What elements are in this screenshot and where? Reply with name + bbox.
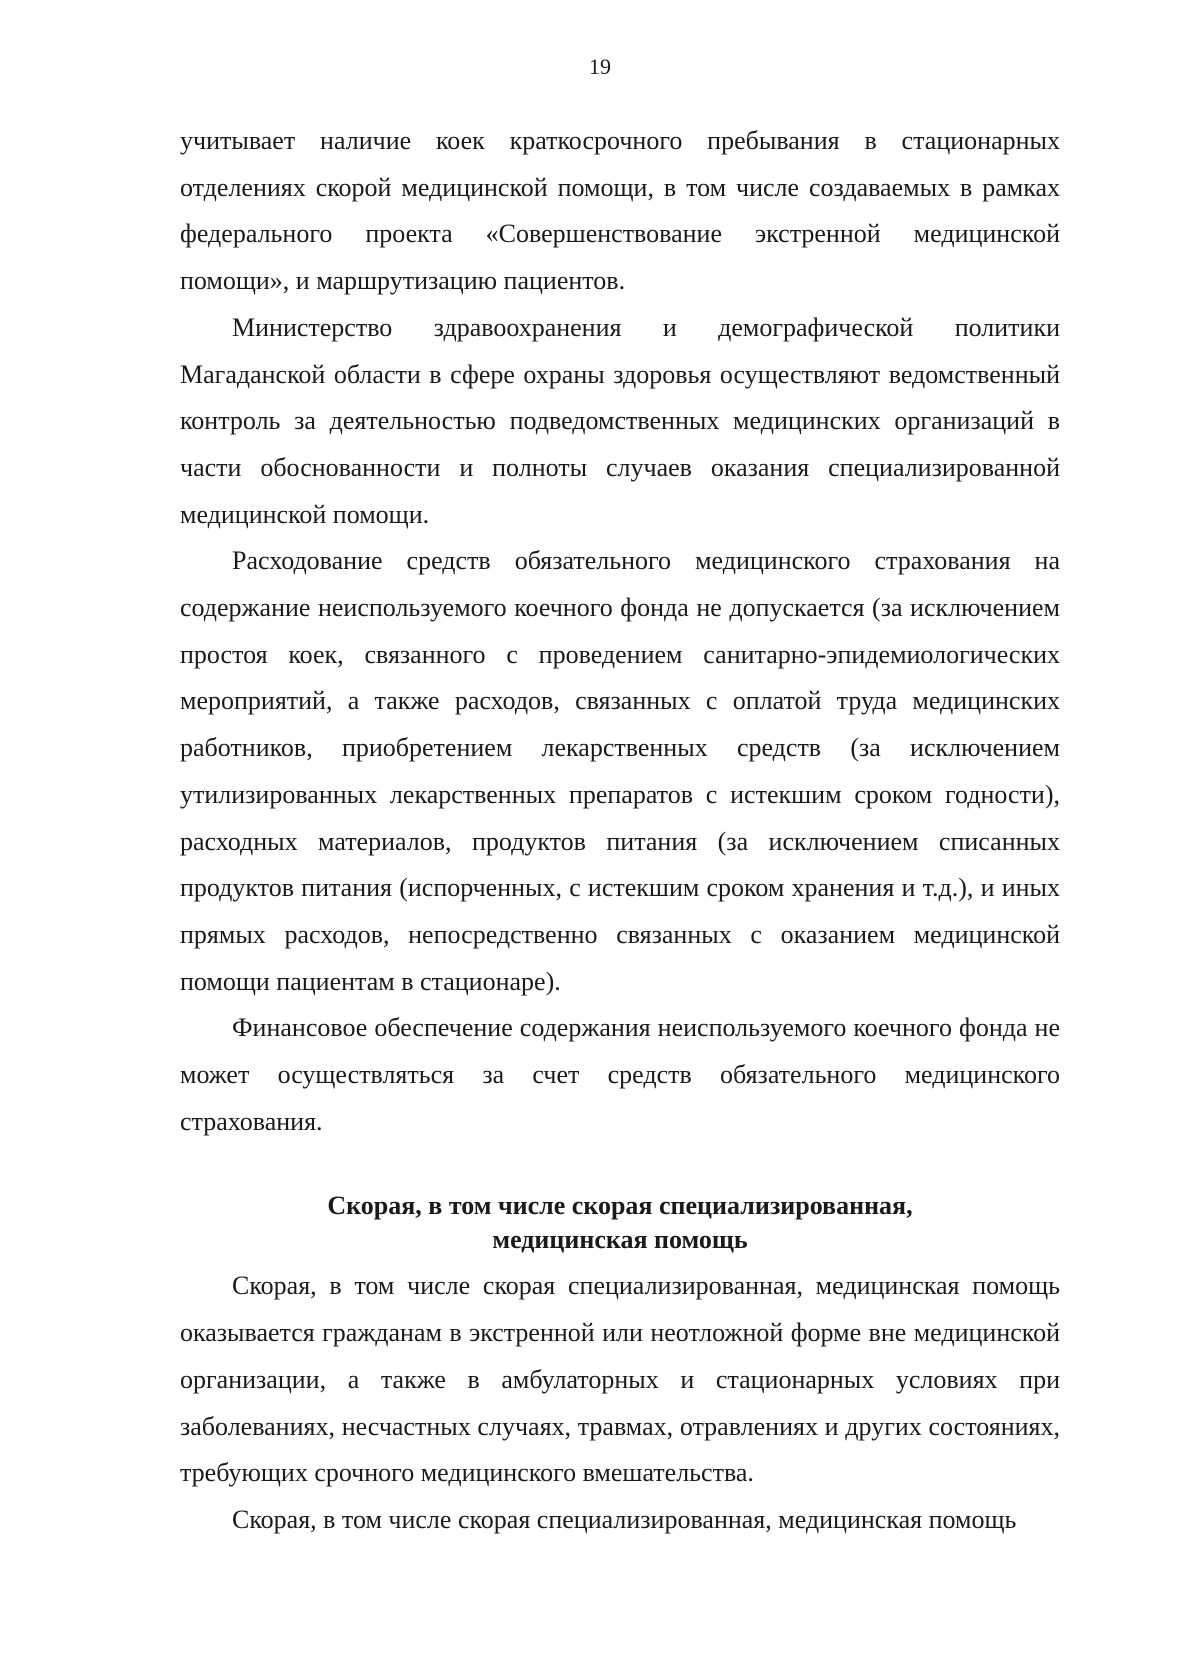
paragraph-continuation: учитывает наличие коек краткосрочного пребывания в стационарных отделениях скорой медицинской помощи, в том числе создаваемых в рамках федерального проекта «Совершенствование экстренной медицинской помощи», и маршрутизацию пациентов. (180, 126, 1060, 296)
paragraph-emergency-care-continued: Скорая, в том числе скорая специализированная, медицинская помощь (232, 1504, 1017, 1534)
section-heading-line-2: медицинская помощь (492, 1225, 748, 1255)
paragraph-ministry-control: Министерство здравоохранения и демографической политики Магаданской области в сфере охраны здоровья осуществляют ведомственный контроль за деятельностью подведомственных медицинских организаций в части обоснованности и полноты случаев оказания специализированной медицинской помощи. (180, 312, 1060, 529)
document-body (180, 118, 1060, 1544)
paragraph-financial-support: Финансовое обеспечение содержания неиспользуемого коечного фонда не может осуществляться за счет средств обязательного медицинского страхования. (180, 1013, 1060, 1136)
page-number: 19 (589, 54, 611, 79)
section-heading-line-1: Скорая, в том числе скорая специализированная, (327, 1191, 913, 1221)
section-heading (180, 1189, 1060, 1257)
paragraph-insurance-expenses: Расходование средств обязательного медицинского страхования на содержание неиспользуемого коечного фонда не допускается (за исключением простоя коек, связанного с проведением санитарно-эпидемиологических мероприятий, а также расходов, связанных с оплатой труда медицинских работников, приобретением лекарственных средств (за исключением утилизированных лекарственных препаратов с истекшим сроком годности), расходных материалов, продуктов питания (за исключением списанных продуктов питания (испорченных, с истекшим сроком хранения и т.д.), и иных прямых расходов, непосредственно связанных с оказанием медицинской помощи пациентам в стационаре). (180, 546, 1060, 996)
paragraph-emergency-care: Скорая, в том числе скорая специализированная, медицинская помощь оказывается гражданам в экстренной или неотложной форме вне медицинской организации, а также в амбулаторных и стационарных условиях при заболеваниях, несчастных случаях, травмах, отравлениях и других состояниях, требующих срочного медицинского вмешательства. (180, 1271, 1060, 1488)
